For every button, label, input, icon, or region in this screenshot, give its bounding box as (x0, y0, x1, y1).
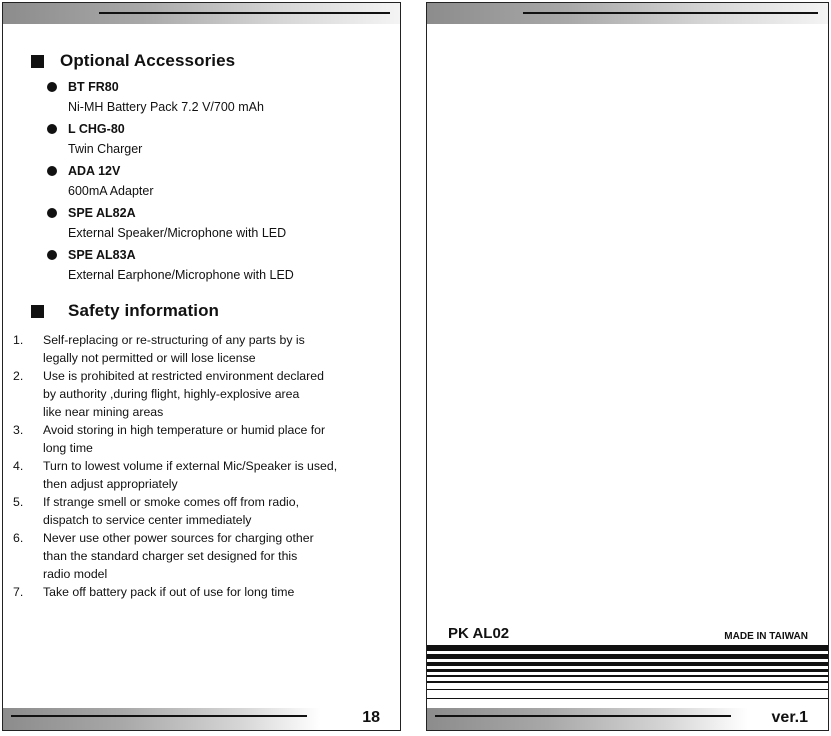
accessories-title: Optional Accessories (60, 51, 236, 70)
accessory-item (47, 161, 387, 203)
stripe (427, 645, 828, 651)
safety-heading (31, 301, 219, 321)
safety-number: 1. (13, 333, 24, 347)
safety-line: Use is prohibited at restricted environment declared (43, 369, 324, 383)
safety-line: Take off battery pack if out of use for long time (43, 585, 295, 599)
accessory-name: L CHG-80 (68, 122, 125, 136)
safety-line: Self-replacing or re-structuring of any parts by is (43, 333, 305, 347)
right-page (426, 2, 829, 731)
accessory-name: SPE AL83A (68, 248, 136, 262)
bullet-dot-icon (47, 166, 57, 176)
bottom-rule (11, 715, 307, 717)
accessory-name: SPE AL82A (68, 206, 136, 220)
stripe (427, 654, 828, 659)
safety-line: radio model (43, 567, 108, 581)
bottom-gradient-band (3, 708, 400, 730)
accessory-item (47, 119, 387, 161)
safety-item (13, 529, 393, 583)
safety-line: Turn to lowest volume if external Mic/Speaker is used, (43, 459, 338, 473)
square-bullet-icon (31, 305, 44, 318)
safety-number: 4. (13, 459, 24, 473)
bottom-rule (435, 715, 731, 717)
bullet-dot-icon (47, 250, 57, 260)
square-bullet-icon (31, 55, 44, 68)
top-rule (99, 12, 390, 14)
stripe (427, 689, 828, 690)
safety-line: then adjust appropriately (43, 477, 178, 491)
accessory-item (47, 77, 387, 119)
safety-line: Avoid storing in high temperature or humid place for (43, 423, 326, 437)
safety-line: than the standard charger set designed for this (43, 549, 298, 563)
safety-number: 5. (13, 495, 24, 509)
stripe (427, 675, 828, 677)
safety-number: 6. (13, 531, 24, 545)
safety-line: dispatch to service center immediately (43, 513, 252, 527)
accessory-desc: Twin Charger (68, 142, 143, 156)
safety-number: 3. (13, 423, 24, 437)
safety-item (13, 457, 393, 493)
accessory-item (47, 245, 387, 287)
accessory-desc: Ni-MH Battery Pack 7.2 V/700 mAh (68, 100, 264, 114)
model-name: PK AL02 (448, 625, 510, 642)
stripe (427, 662, 828, 666)
safety-line: If strange smell or smoke comes off from radio, (43, 495, 300, 509)
page-number: 18 (362, 709, 380, 726)
safety-item (13, 421, 393, 457)
safety-number: 2. (13, 369, 24, 383)
left-page (2, 2, 401, 731)
safety-line: legally not permitted or will lose license (43, 351, 256, 365)
bullet-dot-icon (47, 124, 57, 134)
accessory-desc: External Earphone/Microphone with LED (68, 268, 294, 282)
version-label: ver.1 (771, 709, 808, 726)
bottom-gradient-band (427, 708, 828, 730)
safety-item (13, 331, 393, 367)
safety-list (13, 331, 393, 601)
safety-item (13, 583, 393, 601)
stripe (427, 669, 828, 672)
safety-title: Safety information (68, 301, 220, 320)
made-in-label: MADE IN TAIWAN (724, 631, 808, 642)
stripe (427, 681, 828, 683)
accessory-name: ADA 12V (68, 164, 121, 178)
safety-item (13, 367, 393, 421)
stripe (427, 698, 828, 699)
bullet-dot-icon (47, 82, 57, 92)
top-rule (523, 12, 818, 14)
safety-line: long time (43, 441, 93, 455)
accessories-heading (31, 51, 235, 71)
safety-line: Never use other power sources for charging other (43, 531, 314, 545)
bullet-dot-icon (47, 208, 57, 218)
accessory-item (47, 203, 387, 245)
safety-item (13, 493, 393, 529)
safety-line: by authority ,during flight, highly-explosive area (43, 387, 300, 401)
safety-number: 7. (13, 585, 24, 599)
accessories-list (47, 77, 387, 287)
accessory-desc: External Speaker/Microphone with LED (68, 226, 287, 240)
safety-line: like near mining areas (43, 405, 164, 419)
accessory-desc: 600mA Adapter (68, 184, 154, 198)
accessory-name: BT FR80 (68, 80, 119, 94)
